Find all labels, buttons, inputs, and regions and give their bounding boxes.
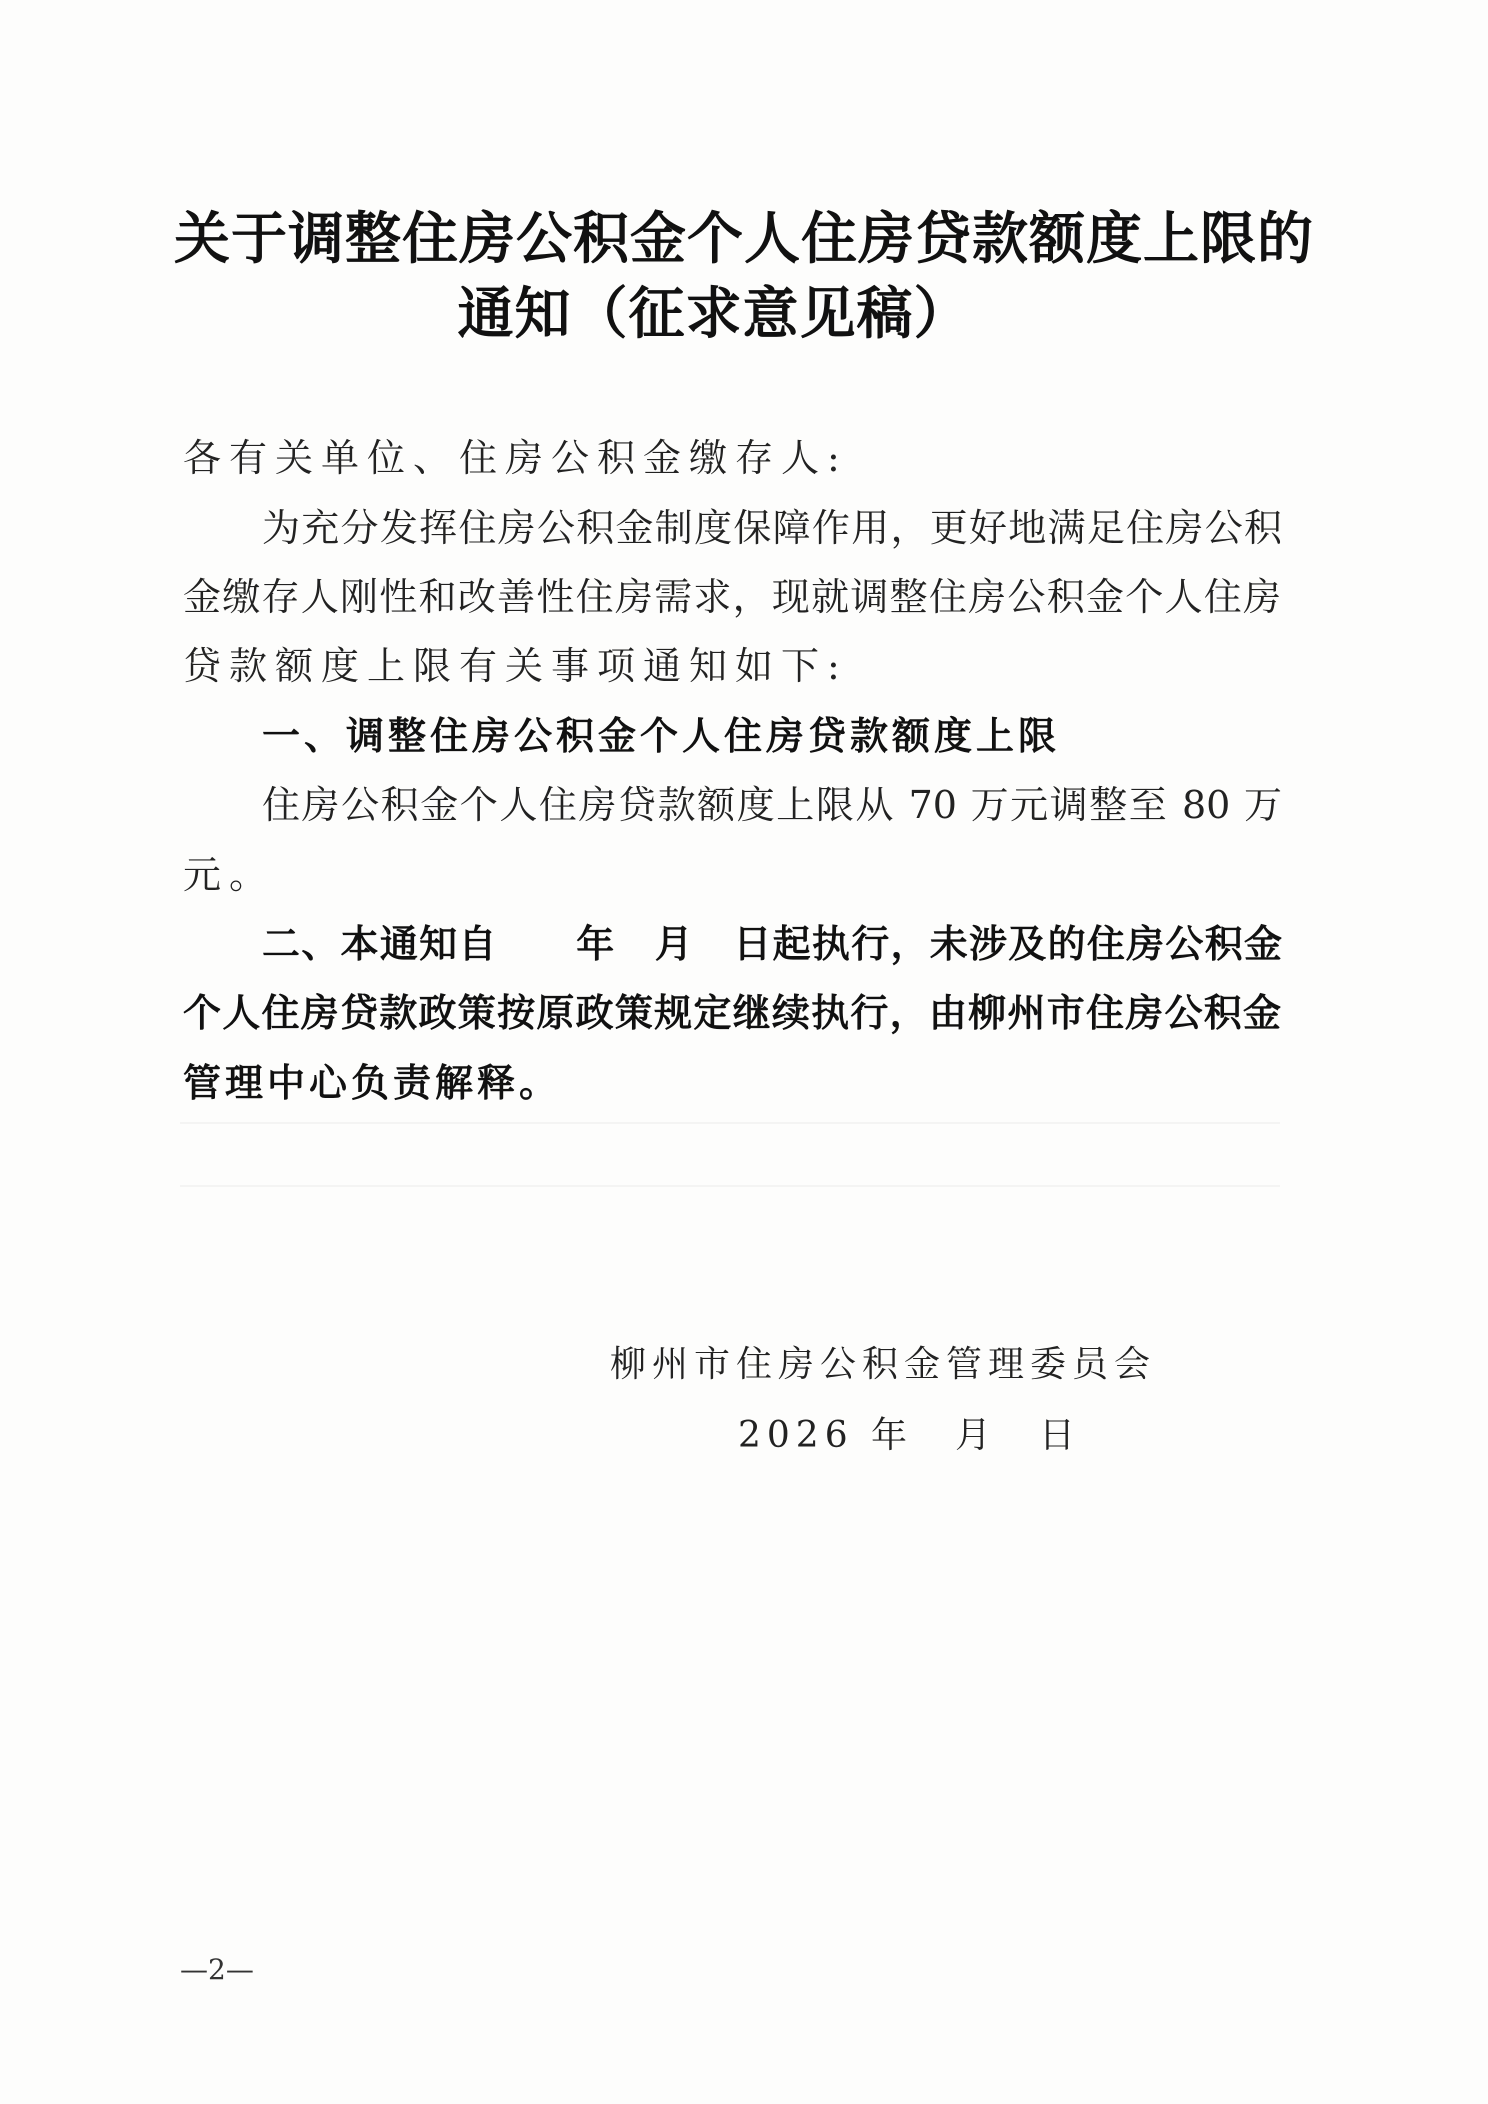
scan-artifact <box>180 1122 1280 1124</box>
section-1-line-1: 住房公积金个人住房贷款额度上限从 70 万元调整至 80 万 <box>262 783 1282 827</box>
salutation: 各有关单位、住房公积金缴存人: <box>183 436 848 480</box>
section-2-line-2: 个人住房贷款政策按原政策规定继续执行，由柳州市住房公积金 <box>183 991 1281 1035</box>
page-number: —2— <box>180 1953 254 1986</box>
intro-line-1: 为充分发挥住房公积金制度保障作用，更好地满足住房公积 <box>262 506 1282 550</box>
section-2-line-3: 管理中心负责解释。 <box>183 1061 562 1105</box>
section-1-heading: 一、调整住房公积金个人住房贷款额度上限 <box>262 714 1061 758</box>
document-title-line-2: 通知（征求意见稿） <box>457 282 971 347</box>
intro-line-2: 金缴存人刚性和改善性住房需求，现就调整住房公积金个人住房 <box>183 575 1281 619</box>
intro-line-3: 贷款额度上限有关事项通知如下: <box>183 644 848 688</box>
document-title-line-1: 关于调整住房公积金个人住房贷款额度上限的 <box>174 207 1314 272</box>
section-1-line-2: 元。 <box>183 853 276 897</box>
signature-organization: 柳州市住房公积金管理委员会 <box>610 1344 1157 1385</box>
section-2-line-1: 二、本通知自 年 月 日起执行，未涉及的住房公积金 <box>262 922 1282 966</box>
scan-artifact <box>180 1185 1280 1187</box>
signature-date: 2026 年 月 日 <box>738 1415 1082 1456</box>
